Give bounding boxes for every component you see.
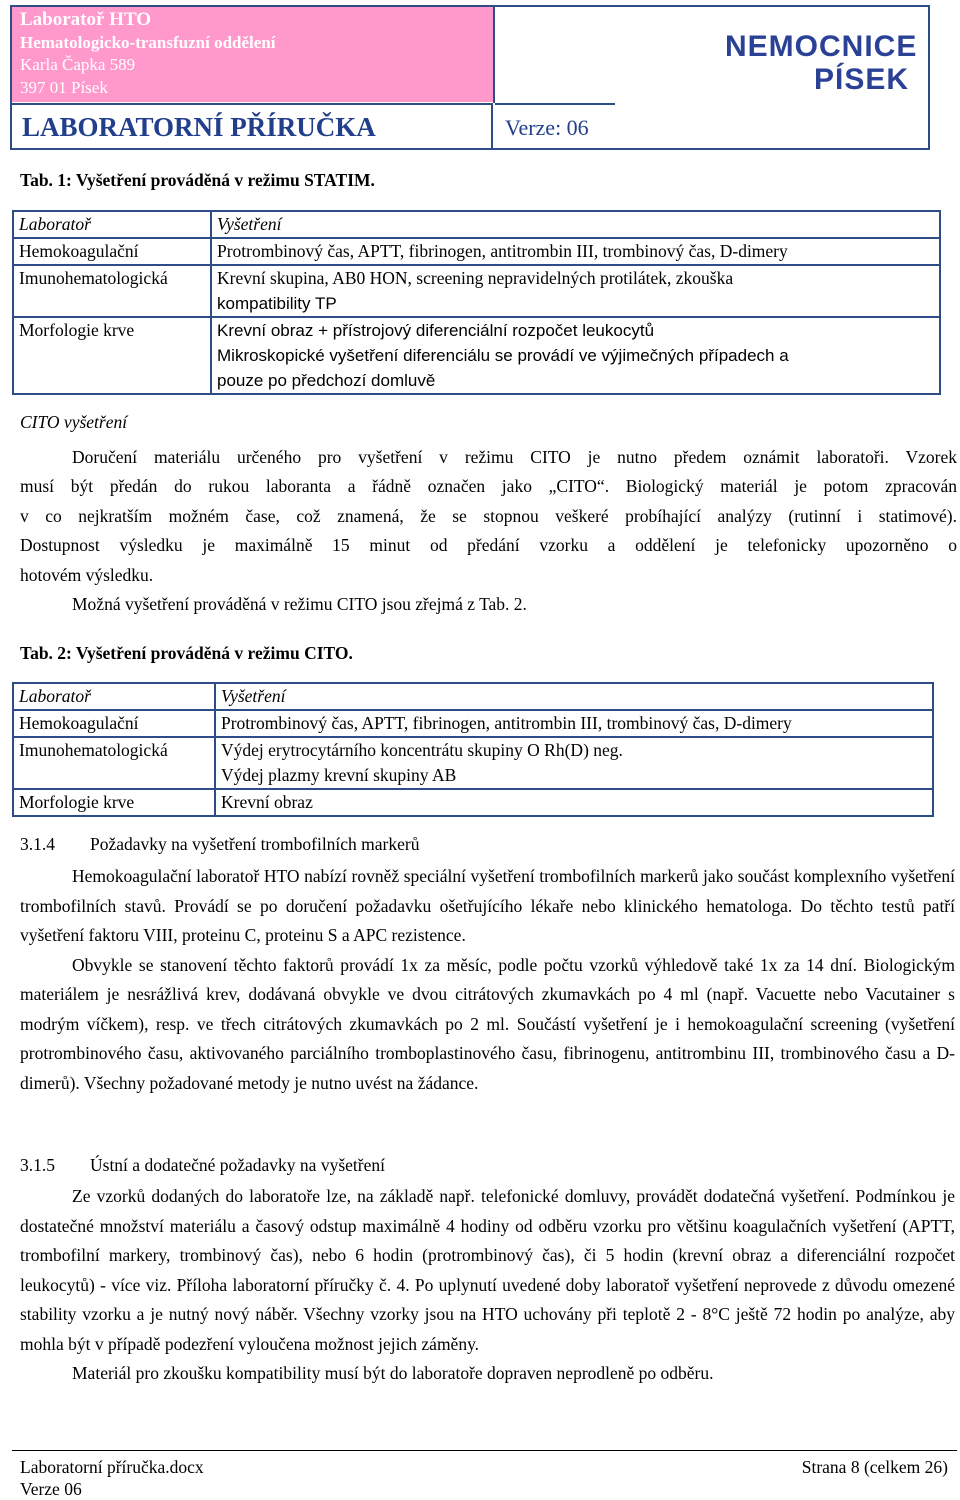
footer-version: Verze 06 — [20, 1479, 82, 1499]
cito-line-4: Dostupnost výsledku je maximálně 15 minut od předání vzorku a oddělení je telefonicky upozorněno o — [20, 535, 957, 555]
logo-line-2: PÍSEK — [813, 63, 909, 96]
footer-filename: Laboratorní příručka.docx — [20, 1457, 204, 1477]
hospital-logo — [725, 30, 918, 100]
logo-line-1: NEMOCNICE — [725, 30, 918, 63]
section-315-number: 3.1.5 — [20, 1155, 55, 1175]
city-address: 397 01 Písek — [20, 77, 108, 97]
header-address-block — [12, 7, 493, 102]
table2-head-exam: Vyšetření — [215, 683, 933, 710]
document-version: Verze: 06 — [495, 103, 615, 148]
section-314-paragraph-2: Obvykle se stanovení těchto faktorů provádí 1x za měsíc, podle počtu vzorků výhledově také 1x za 14 dní. Biologickým materiálem je nesrážlivá krev, dodávaná obvykle ve dvou citrátových zkumavkách po 4 ml (např. Vacuette nebo Vacutainer s modrým víčkem), resp. ve třech citrátových zkumavkách po 2 ml. Součástí vyšetření je i hemokoagulační screening (vyšetření protrombinového času, aktivovaného parciálního tromboplastinového času, fibrinogenu, antitrombinu III, trombinového času a D-dimerů). Všechny požadované metody je nutno uvést na žádance. — [20, 954, 955, 1093]
section-314-paragraph-1: Hemokoagulační laboratoř HTO nabízí rovněž speciální vyšetření trombofilních markerů jako součást komplexního vyšetření trombofilních stavů. Provádí se po doručení požadavku ošetřujícího lékaře nebo klinického hematologa. Do těchto testů patří vyšetření faktoru VIII, proteinu C, proteinu S a APC rezistence. — [20, 866, 955, 945]
footer-rule — [12, 1450, 957, 1451]
table2-row2-lab: Imunohematologická — [13, 737, 215, 789]
table1-row1-lab: Hemokoagulační — [13, 238, 211, 265]
section-315-title: Ústní a dodatečné požadavky na vyšetření — [90, 1155, 385, 1175]
table1-row1-exam: Protrombinový čas, APTT, fibrinogen, antitrombin III, trombinový čas, D-dimery — [211, 238, 940, 265]
cito-line-6: Možná vyšetření prováděná v režimu CITO jsou zřejmá z Tab. 2. — [72, 594, 527, 614]
table1-row2-exam-line1: Krevní skupina, AB0 HON, screening nepravidelných protilátek, zkouška — [217, 268, 734, 288]
table1-caption: Tab. 1: Vyšetření prováděná v režimu STATIM. — [20, 170, 375, 190]
table2-row2-exam-line2: Výdej plazmy krevní skupiny AB — [221, 765, 457, 785]
cito-line-1: Doručení materiálu určeného pro vyšetření v režimu CITO je nutno předem oznámit laboratoři. Vzorek — [72, 447, 957, 467]
cito-line-3: v co nejkratším možném čase, což znamená, že se stopnou veškeré probíhající analýzy (rutinní i statimové). — [20, 506, 957, 526]
department-name: Hematologicko-transfuzní oddělení — [20, 32, 276, 52]
table1-head-exam: Vyšetření — [211, 211, 940, 238]
cito-line-2: musí být předán do rukou laboranta a řádně označen jako „CITO“. Biologický materiál je potom zpracován — [20, 476, 957, 496]
section-314-number: 3.1.4 — [20, 834, 55, 854]
table1-row3-lab: Morfologie krve — [13, 317, 211, 394]
table1-head-lab: Laboratoř — [13, 211, 211, 238]
table2-row2-exam-line1: Výdej erytrocytárního koncentrátu skupiny O Rh(D) neg. — [221, 740, 623, 760]
table2 — [12, 682, 934, 817]
table2-row1-exam: Protrombinový čas, APTT, fibrinogen, antitrombin III, trombinový čas, D-dimery — [215, 710, 933, 737]
table2-row2-exam — [215, 737, 933, 789]
section-314-title: Požadavky na vyšetření trombofilních markerů — [90, 834, 420, 854]
lab-name: Laboratoř HTO — [20, 9, 152, 30]
footer-page-number: Strana 8 (celkem 26) — [801, 1457, 948, 1477]
table1-row3-exam — [211, 317, 940, 394]
cito-heading: CITO vyšetření — [20, 412, 128, 432]
section-314-body — [20, 862, 955, 1098]
table2-head-lab: Laboratoř — [13, 683, 215, 710]
street-address: Karla Čapka 589 — [20, 55, 136, 74]
section-315-paragraph-1: Ze vzorků dodaných do laboratoře lze, na základě např. telefonické domluvy, provádět dodatečná vyšetření. Podmínkou je dostatečné množství materiálu a časový odstup maximálně 4 hodiny od odběru vzorku pro většinu koagulačních vyšetření (APTT, trombofilní markery, trombinový čas), nebo 6 hodin (protrombinový čas), či 5 hodin (krevní obraz a diferenciální rozpočet leukocytů) - více viz. Příloha laboratorní příručky č. 4. Po uplynutí uvedené doby laboratoř vyšetření neprovede z důvodu omezené stability vzorku a je nutný nový náběr. Všechny vzorky jsou na HTO uchovány při teplotě 2 - 8°C ještě 72 hodin po analýze, aby mohla být v případě podezření vyloučena možnost jejich záměny. — [20, 1186, 955, 1354]
table1-row3-exam-line1: Krevní obraz + přístrojový diferenciální rozpočet leukocytů — [217, 321, 655, 340]
header-divider — [493, 5, 495, 103]
table1-row3-exam-line3: pouze po předchozí domluvě — [217, 371, 436, 390]
table1-row3-exam-line2: Mikroskopické vyšetření diferenciálu se provádí ve výjimečných případech a — [217, 346, 789, 365]
section-315-paragraph-2: Materiál pro zkoušku kompatibility musí být do laboratoře dopraven neprodleně po odběru. — [72, 1363, 714, 1383]
cito-line-5: hotovém výsledku. — [20, 565, 154, 585]
table2-caption: Tab. 2: Vyšetření prováděná v režimu CITO. — [20, 643, 353, 663]
table1 — [12, 210, 941, 395]
section-315-body — [20, 1182, 955, 1389]
table2-row1-lab: Hemokoagulační — [13, 710, 215, 737]
table2-row3-exam: Krevní obraz — [221, 792, 313, 812]
table2-row3-lab: Morfologie krve — [13, 789, 215, 816]
table1-row2-exam-line2: kompatibility TP — [217, 294, 337, 313]
table1-row2-exam — [211, 265, 940, 317]
table1-row2-lab: Imunohematologická — [13, 265, 211, 317]
document-title: LABORATORNÍ PŘÍRUČKA — [12, 103, 493, 148]
